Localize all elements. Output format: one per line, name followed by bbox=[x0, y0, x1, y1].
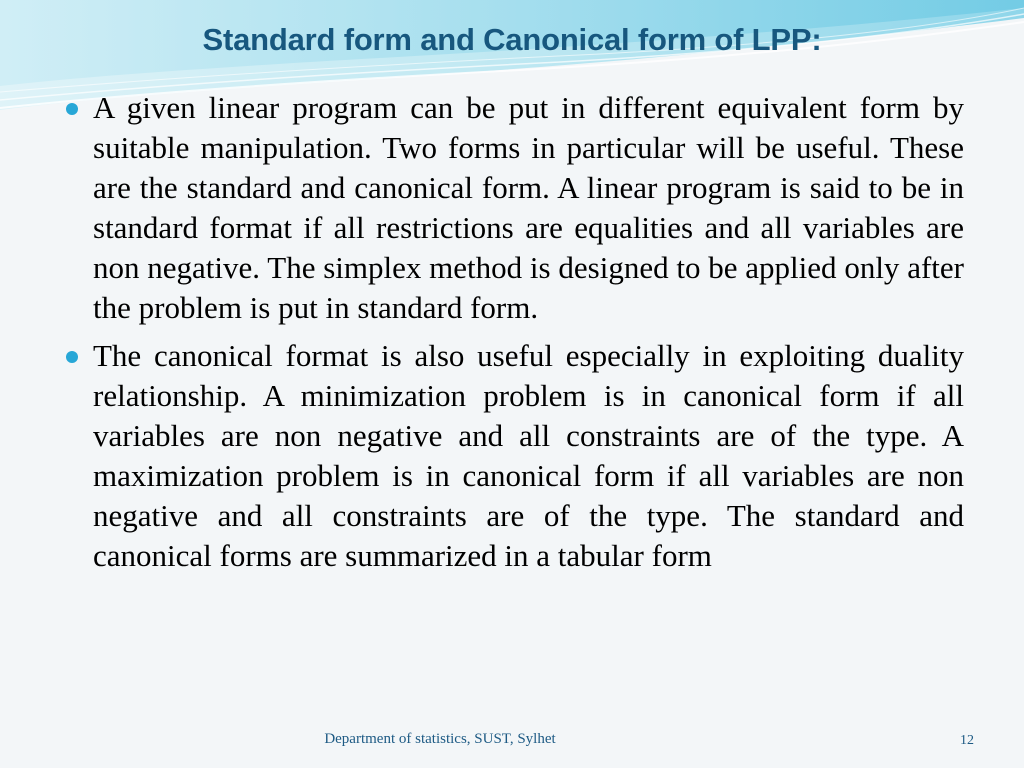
bullet-dot-icon bbox=[66, 351, 78, 363]
slide-content bbox=[64, 88, 964, 584]
footer-text: Department of statistics, SUST, Sylhet bbox=[324, 731, 556, 747]
slide-title: Standard form and Canonical form of LPP: bbox=[202, 22, 822, 57]
bullet-dot-icon bbox=[66, 103, 78, 115]
bullet-item bbox=[64, 336, 964, 576]
page-number: 12 bbox=[960, 733, 974, 748]
bullet-text: A given linear program can be put in different equivalent form by suitable manipulation. Two forms in particular will be useful. These are the standard and canonical form. A linear program is said to be in standard format if all restrictions are equalities and all variables are non negative. The simplex method is designed to be applied only after the problem is put in standard form. bbox=[93, 90, 964, 325]
bullet-item bbox=[64, 88, 964, 328]
bullet-text: The canonical format is also useful especially in exploiting duality relationship. A minimization problem is in canonical form if all variables are non negative and all constraints are of the type. A maximization problem is in canonical form if all variables are non negative and all constraints are of the type. The standard and canonical forms are summarized in a tabular form bbox=[93, 338, 964, 573]
